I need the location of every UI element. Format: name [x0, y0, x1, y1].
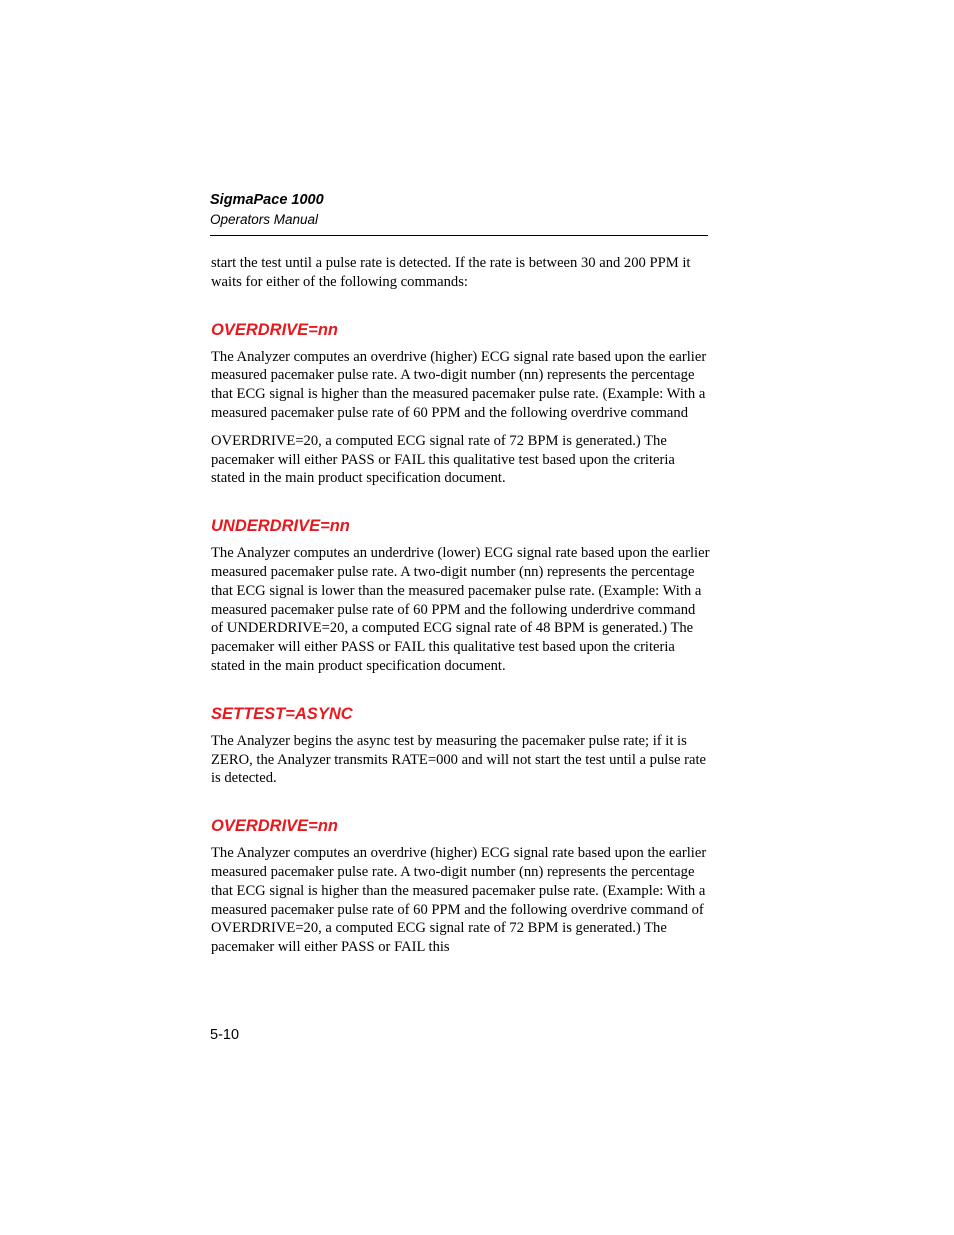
section-heading-underdrive: UNDERDRIVE=nn	[211, 517, 350, 536]
page-content	[211, 254, 711, 966]
section-paragraph: OVERDRIVE=20, a computed ECG signal rate of 72 BPM is generated.) The pacemaker will either PASS or FAIL this qualitative test based upon the criteria stated in the main product specification document.	[211, 432, 675, 487]
page-header	[210, 190, 708, 236]
section-heading-settest-async: SETTEST=ASYNC	[211, 704, 353, 723]
section-paragraph: The Analyzer computes an overdrive (higher) ECG signal rate based upon the earlier measured pacemaker pulse rate. A two-digit number (nn) represents the percentage that ECG signal is higher than the measured pacemaker pulse rate. (Example: With a measured pacemaker pulse rate of 60 PPM and the following overdrive command of OVERDRIVE=20, a computed ECG signal rate of 72 BPM is generated.) The pacemaker will either PASS or FAIL this	[211, 845, 707, 956]
section-paragraph: The Analyzer computes an underdrive (lower) ECG signal rate based upon the earlier measured pacemaker pulse rate. A two-digit number (nn) represents the percentage that ECG signal is lower than the measured pacemaker pulse rate. (Example: With a measured pacemaker pulse rate of 60 PPM and the following underdrive command of UNDERDRIVE=20, a computed ECG signal rate of 48 BPM is generated.) The pacemaker will either PASS or FAIL this qualitative test based upon the criteria stated in the main product specification document.	[211, 545, 710, 674]
page-number: 5-10	[210, 1027, 240, 1043]
section-heading-overdrive-2: OVERDRIVE=nn	[211, 817, 338, 836]
section-heading-overdrive: OVERDRIVE=nn	[211, 320, 338, 339]
document-title: SigmaPace 1000	[210, 192, 324, 208]
document-subtitle: Operators Manual	[210, 212, 319, 227]
section-paragraph: The Analyzer begins the async test by measuring the pacemaker pulse rate; if it is ZERO, the Analyzer transmits RATE=000 and will not start the test until a pulse rate is detected.	[211, 732, 706, 787]
intro-paragraph: start the test until a pulse rate is detected. If the rate is between 30 and 200 PPM it waits for either of the following commands:	[211, 255, 691, 290]
section-paragraph: The Analyzer computes an overdrive (higher) ECG signal rate based upon the earlier measured pacemaker pulse rate. A two-digit number (nn) represents the percentage that ECG signal is higher than the measured pacemaker pulse rate. (Example: With a measured pacemaker pulse rate of 60 PPM and the following overdrive command	[211, 348, 707, 421]
